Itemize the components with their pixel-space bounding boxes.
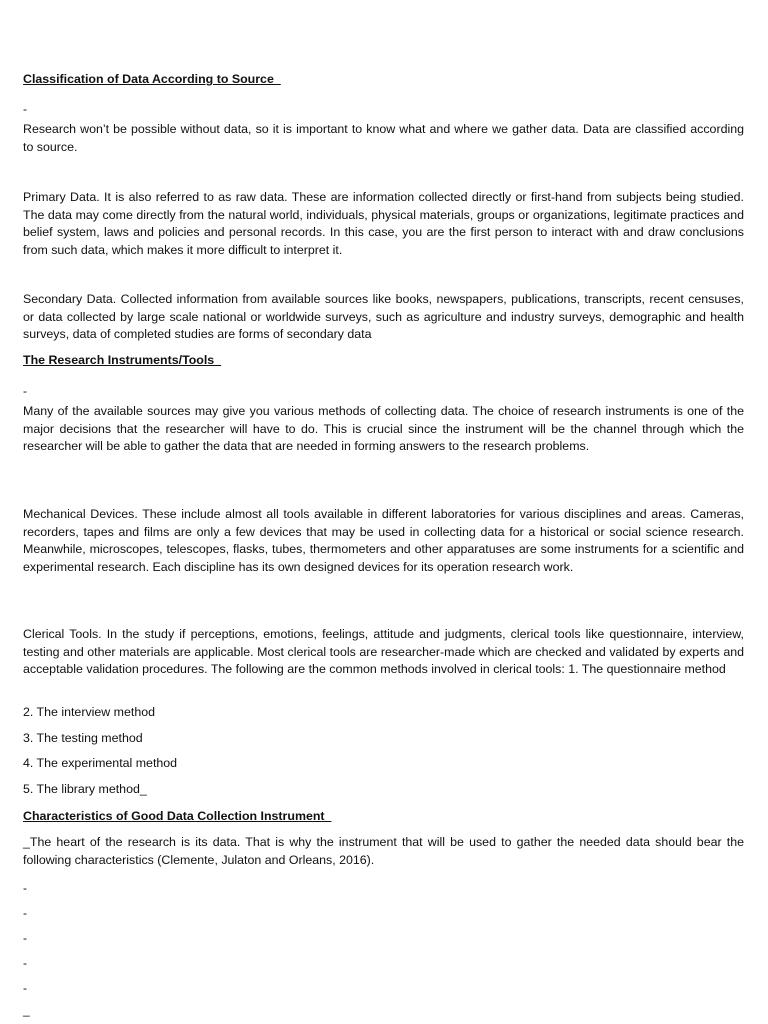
dash-marker: _ <box>23 1003 30 1017</box>
dash-marker: - <box>23 981 27 995</box>
dash-marker: - <box>23 881 27 895</box>
paragraph-clerical-tools: Clerical Tools. In the study if perceptions, emotions, feelings, attitude and judgments, clerical tools like questionnaire, interview, testing and other materials are applicable. Most clerical tools are researcher-made which are checked and validated by experts and acceptable validation procedures. The following are the common methods involved in clerical tools: 1. The questionnaire method <box>23 627 744 676</box>
heading-characteristics: Characteristics of Good Data Collection Instrument <box>23 809 332 823</box>
list-item: 3. The testing method <box>23 731 143 745</box>
paragraph-mechanical-devices: Mechanical Devices. These include almost all tools available in different laboratories for various disciplines and areas. Cameras, recorders, tapes and films are only a few devices that may be used in collecting data for a historical or social science research. Meanwhile, microscopes, telescopes, flasks, tubes, thermometers and other apparatuses are some instruments for a scientific and experimental research. Each discipline has its own designed devices for its operation research work. <box>23 507 744 574</box>
paragraph-characteristics: _The heart of the research is its data. That is why the instrument that will be used to gather the needed data should bear the following characteristics (Clemente, Julaton and Orleans, 2016). <box>23 835 744 867</box>
heading-research-instruments: The Research Instruments/Tools <box>23 353 222 367</box>
dash-marker: - <box>23 931 27 945</box>
paragraph-primary-data: Primary Data. It is also referred to as raw data. These are information collected directly or first-hand from subjects being studied. The data may come directly from the natural world, individuals, physical materials, groups or organizations, legitimate practices and belief system, laws and policies and personal records. In this case, you are the first person to interact with and draw conclusions from such data, which makes it more difficult to interpret it. <box>23 190 744 257</box>
list-item: 4. The experimental method <box>23 756 178 770</box>
heading-classification-of-data: Classification of Data According to Source <box>23 72 281 86</box>
paragraph-intro: Research won’t be possible without data, so it is important to know what and where we gather data. Data are classified according to source. <box>23 122 744 154</box>
dash-marker: - <box>23 906 27 920</box>
dash-marker: - <box>23 102 27 116</box>
paragraph-instruments: Many of the available sources may give you various methods of collecting data. The choice of research instruments is one of the major decisions that the researcher will have to do. This is crucial since the instrument will be the channel through which the researcher will be able to gather the data that are needed in forming answers to the research problems. <box>23 404 744 453</box>
list-item: 2. The interview method <box>23 705 156 719</box>
paragraph-secondary-data: Secondary Data. Collected information from available sources like books, newspapers, publications, transcripts, recent censuses, or data collected by large scale national or worldwide surveys, such as agriculture and industry surveys, demographic and health surveys, data of completed studies are forms of secondary data <box>23 292 744 341</box>
dash-marker: - <box>23 384 27 398</box>
list-item: 5. The library method_ <box>23 782 147 796</box>
dash-marker: - <box>23 956 27 970</box>
